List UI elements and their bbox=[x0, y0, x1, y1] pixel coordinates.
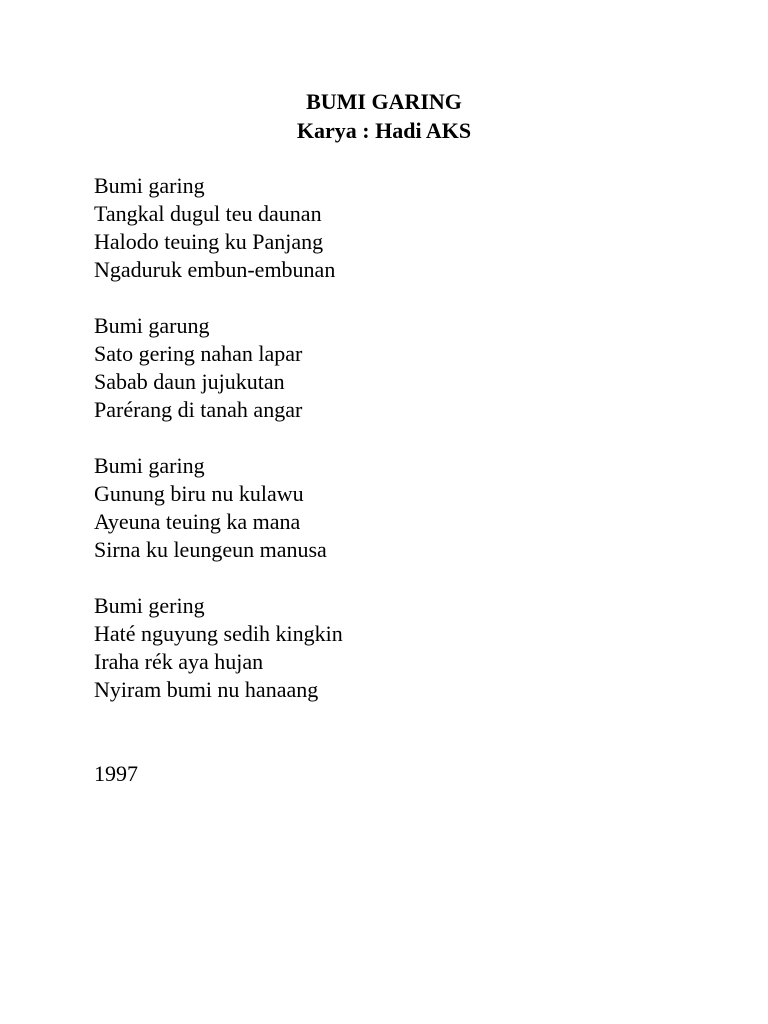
stanza-4 bbox=[94, 592, 343, 704]
poem-line: Bumi garing bbox=[94, 173, 205, 198]
poem-line: Tangkal dugul teu daunan bbox=[94, 201, 322, 226]
stanza-3 bbox=[94, 452, 327, 564]
stanza-2 bbox=[94, 312, 302, 424]
poem-line: Bumi garing bbox=[94, 453, 205, 478]
poem-line: Ayeuna teuing ka mana bbox=[94, 509, 301, 534]
poem-line: Bumi gering bbox=[94, 593, 205, 618]
poem-title: BUMI GARING bbox=[306, 89, 462, 114]
poem-line: Parérang di tanah angar bbox=[94, 397, 303, 422]
poem-line: Iraha rék aya hujan bbox=[94, 649, 264, 674]
poem-line: Sirna ku leungeun manusa bbox=[94, 537, 327, 562]
poem-line: Ngaduruk embun-embunan bbox=[94, 257, 336, 282]
poem-line: Haté nguyung sedih kingkin bbox=[94, 621, 343, 646]
poem-year: 1997 bbox=[94, 761, 138, 786]
poem-line: Sato gering nahan lapar bbox=[94, 341, 303, 366]
poem-line: Halodo teuing ku Panjang bbox=[94, 229, 324, 254]
poem-line: Sabab daun jujukutan bbox=[94, 369, 285, 394]
poem-line: Gunung biru nu kulawu bbox=[94, 481, 304, 506]
poem-author: Karya : Hadi AKS bbox=[296, 118, 472, 143]
poem-line: Nyiram bumi nu hanaang bbox=[94, 677, 319, 702]
stanza-1 bbox=[94, 172, 335, 284]
poem-line: Bumi garung bbox=[94, 313, 210, 338]
